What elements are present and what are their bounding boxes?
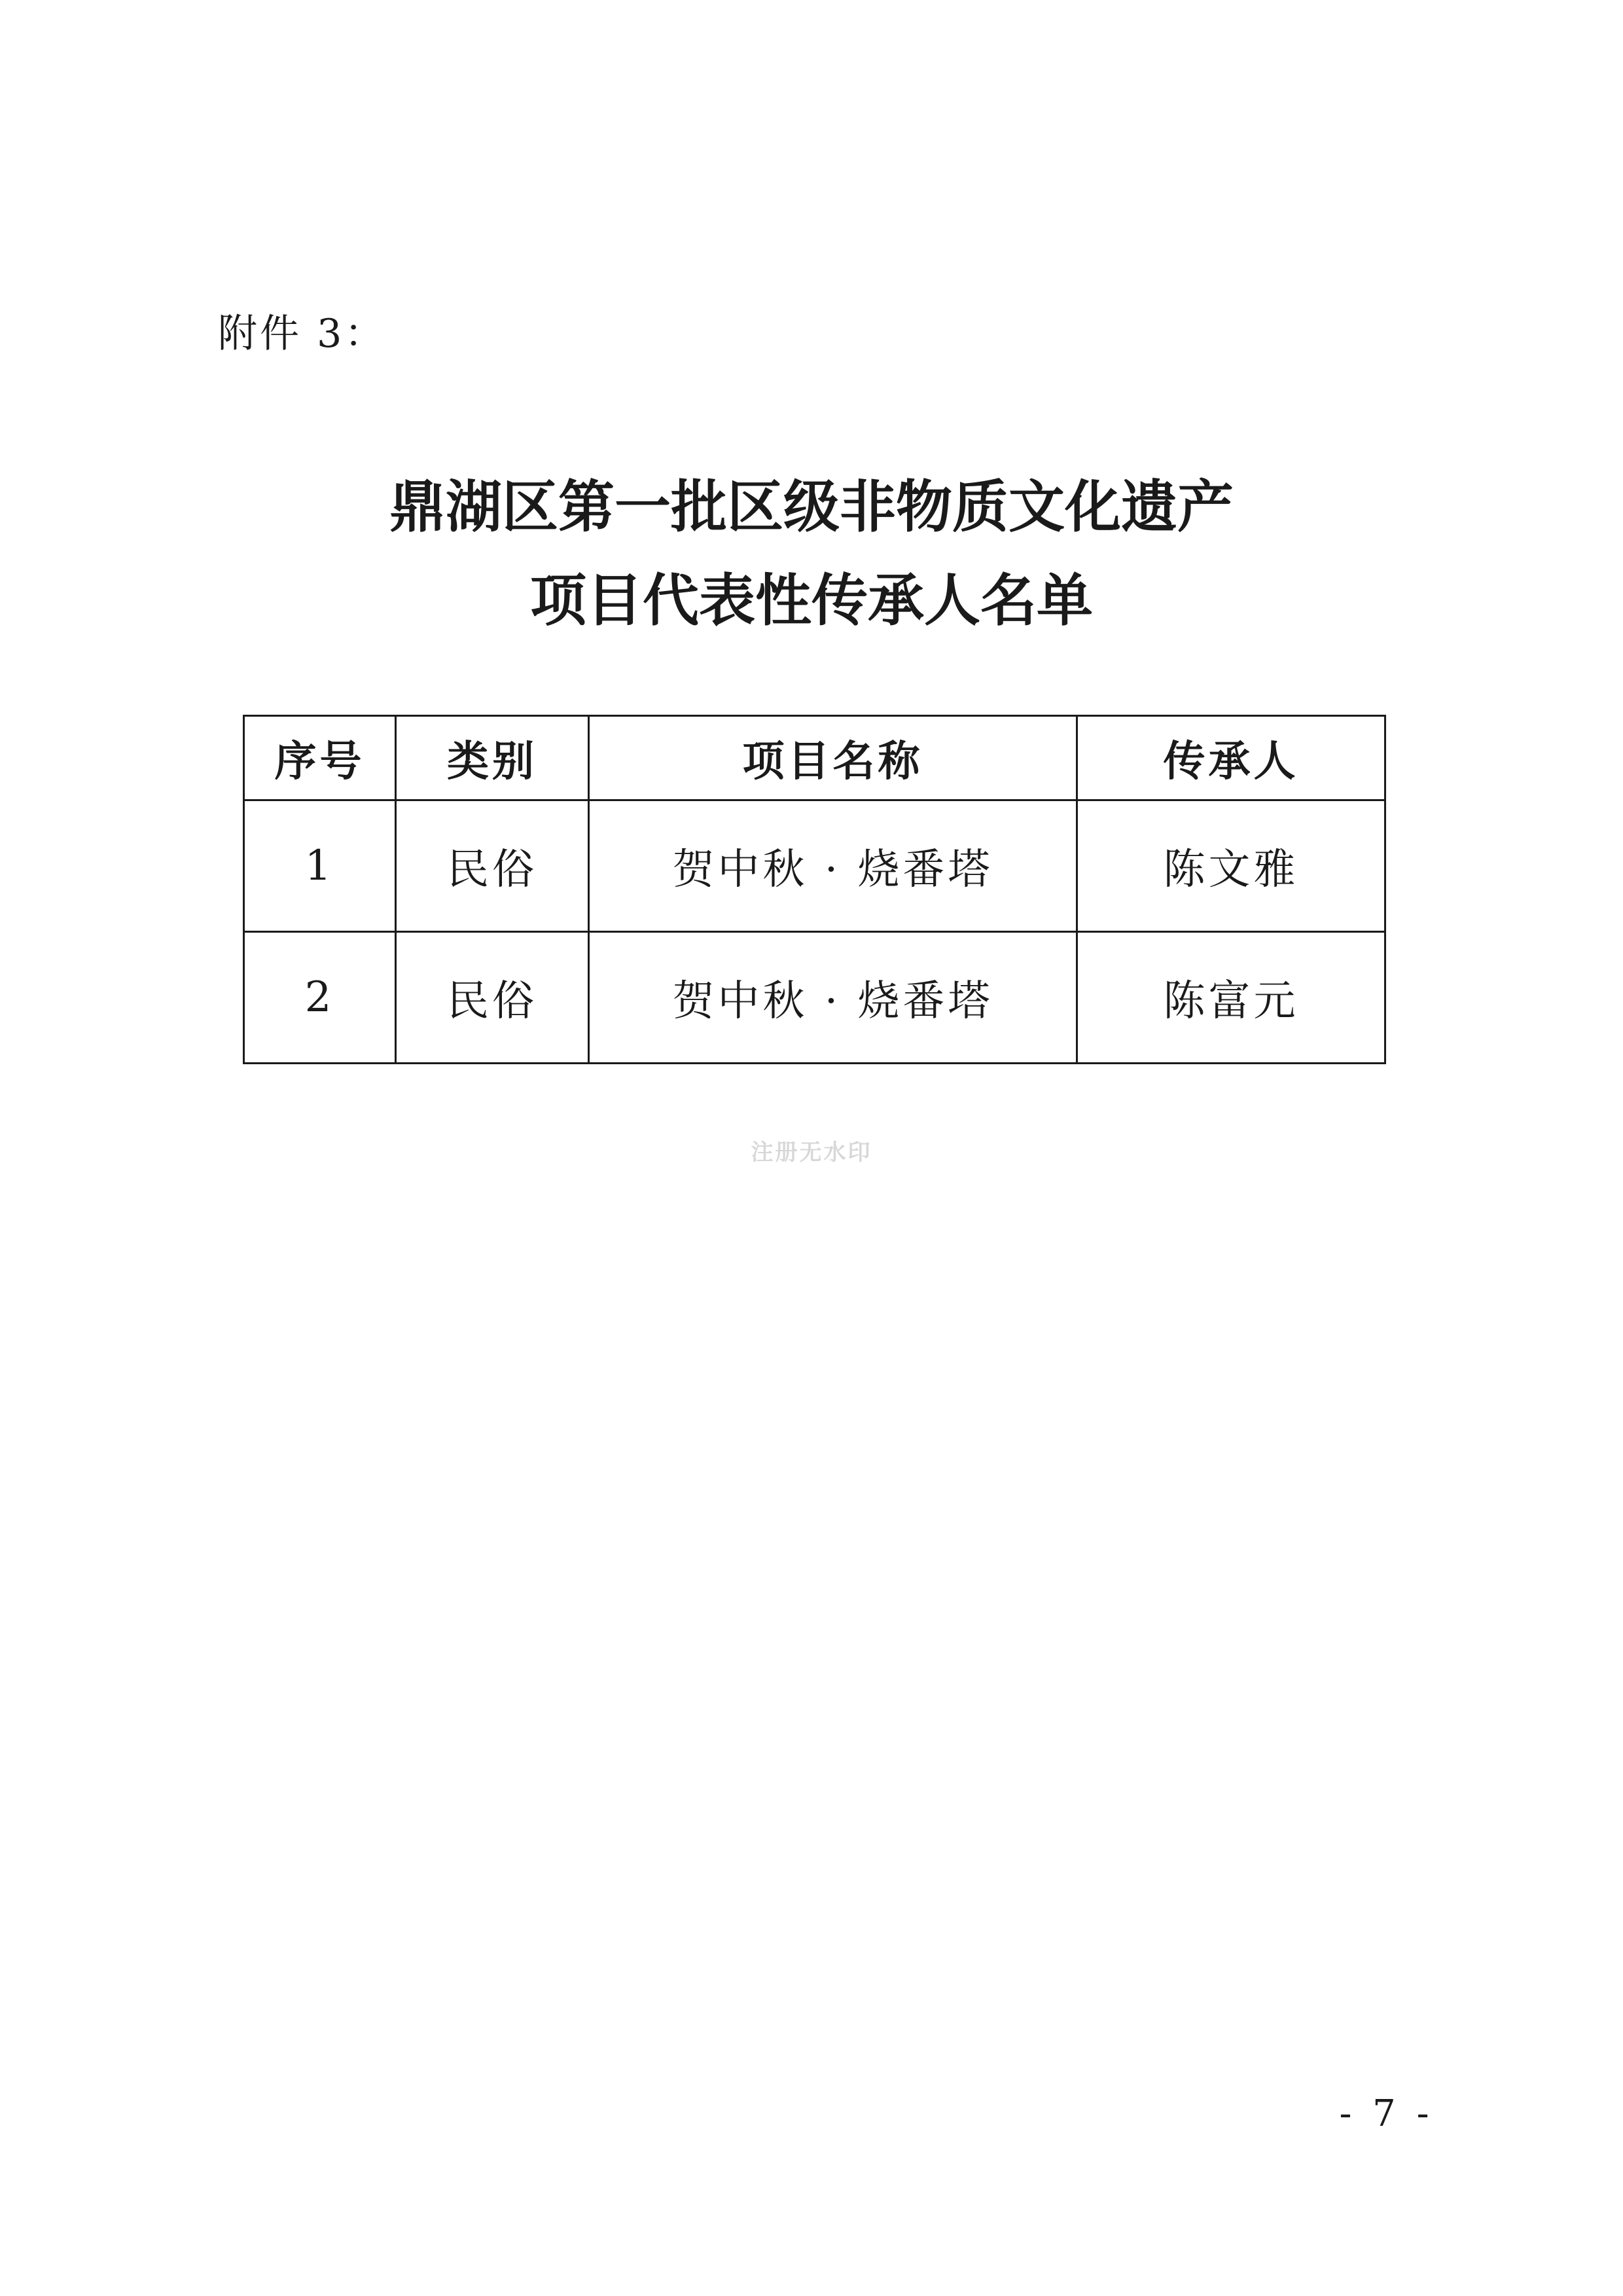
cell-project-name: 贺中秋 · 烧番塔 xyxy=(589,932,1077,1064)
header-category: 类别 xyxy=(396,716,589,800)
table-header-row xyxy=(244,716,1385,800)
cell-serial-number: 2 xyxy=(244,932,396,1064)
header-inheritor: 传承人 xyxy=(1077,716,1385,800)
table-row xyxy=(244,800,1385,932)
page-number: - 7 - xyxy=(1339,2092,1429,2135)
cell-project-name: 贺中秋 · 烧番塔 xyxy=(589,800,1077,932)
cell-inheritor: 陈文雅 xyxy=(1077,800,1385,932)
cell-category: 民俗 xyxy=(396,932,589,1064)
document-title-line-2: 项目代表性传承人名单 xyxy=(530,568,1093,634)
watermark-text: 注册无水印 xyxy=(751,1139,872,1166)
attachment-label: 附件 3： xyxy=(218,311,387,357)
inheritor-table xyxy=(243,715,1386,1064)
header-project-name: 项目名称 xyxy=(589,716,1077,800)
table-row xyxy=(244,932,1385,1064)
cell-serial-number: 1 xyxy=(244,800,396,932)
header-serial-number: 序号 xyxy=(244,716,396,800)
cell-category: 民俗 xyxy=(396,800,589,932)
document-title-line-1: 鼎湖区第一批区级非物质文化遗产 xyxy=(389,475,1234,540)
cell-inheritor: 陈富元 xyxy=(1077,932,1385,1064)
